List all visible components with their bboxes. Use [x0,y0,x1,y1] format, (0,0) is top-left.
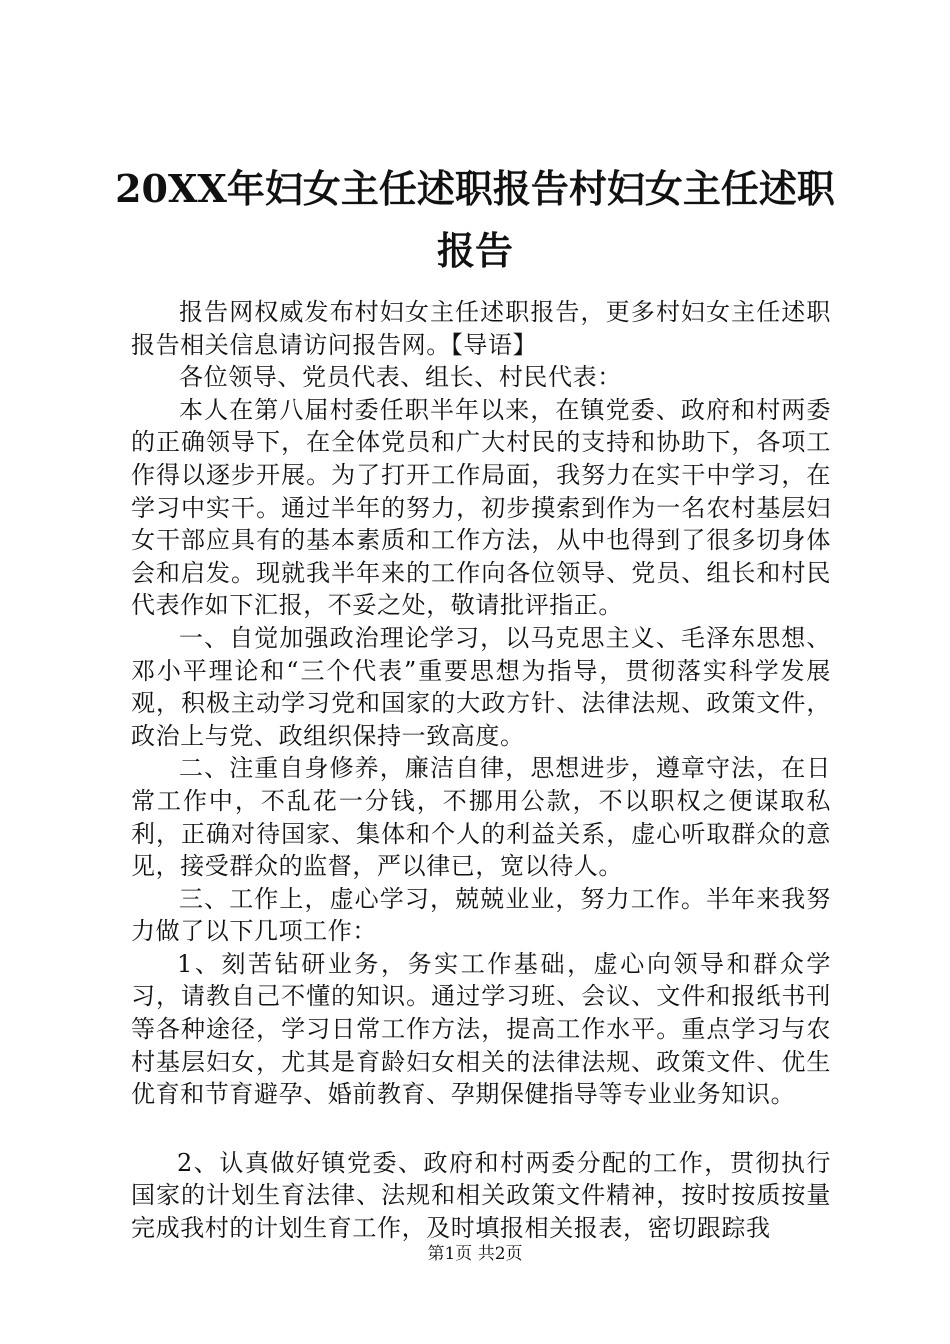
paragraph-item-1: 1、刻苦钻研业务，务实工作基础，虚心向领导和群众学习，请教自己不懂的知识。通过学习班、会议、文件和报纸书刊等各种途径，学习日常工作方法，提高工作水平。重点学习与农村基层妇女，尤其是育龄妇女相关的法律法规、政策文件、优生优育和节育避孕、婚前教育、孕期保健指导等专业业务知识。 [131,949,831,1109]
paragraph-salutation: 各位领导、党员代表、组长、村民代表： [179,363,622,392]
paragraph-item-2: 2、认真做好镇党委、政府和村两委分配的工作，贯彻执行国家的计划生育法律、法规和相关政策文件精神，按时按质按量完成我村的计划生育工作，及时填报相关报表，密切跟踪我 [131,1148,831,1243]
paragraph-section-2: 二、注重自身修养，廉洁自律，思想进步，遵章守法，在日常工作中，不乱花一分钱，不挪用公款，不以职权之便谋取私利，正确对待国家、集体和个人的利益关系，虚心听取群众的意见，接受群众的监督，严以律已，宽以待人。 [131,754,831,881]
document-body [131,296,831,1245]
paragraph-section-1: 一、自觉加强政治理论学习，以马克思主义、毛泽东思想、邓小平理论和“三个代表”重要思想为指导，贯彻落实科学发展观，积极主动学习党和国家的大政方针、法律法规、政策文件，政治上与党、政组织保持一致高度。 [131,623,831,750]
page-number-footer: 第1页 共2页 [427,1244,523,1264]
paragraph-overview: 本人在第八届村委任职半年以来，在镇党委、政府和村两委的正确领导下，在全体党员和广大村民的支持和协助下，各项工作得以逐步开展。为了打开工作局面，我努力在实干中学习，在学习中实干。通过半年的努力，初步摸索到作为一名农村基层妇女干部应具有的基本素质和工作方法，从中也得到了很多切身体会和启发。现就我半年来的工作向各位领导、党员、组长和村民代表作如下汇报，不妥之处，敬请批评指正。 [131,395,831,620]
document-title: 20XX年妇女主任述职报告村妇女主任述职报告 [115,166,835,273]
paragraph-intro: 报告网权威发布村妇女主任述职报告，更多村妇女主任述职报告相关信息请访问报告网。【导语】 [131,298,831,359]
paragraph-section-3: 三、工作上，虚心学习，兢兢业业，努力工作。半年来我努力做了以下几项工作： [131,884,831,946]
